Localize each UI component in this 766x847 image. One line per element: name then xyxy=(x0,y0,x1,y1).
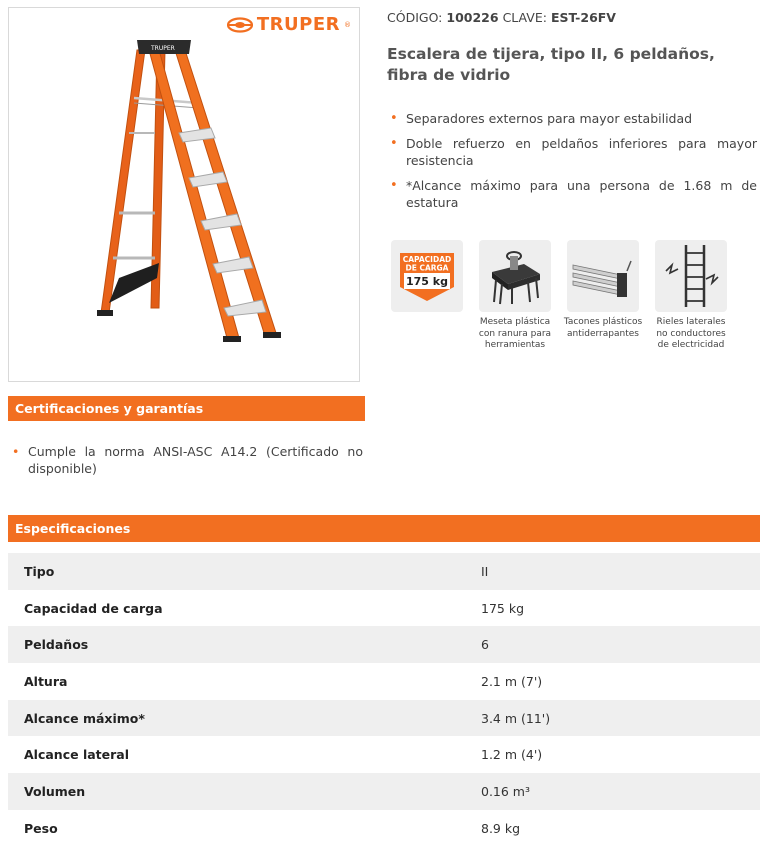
product-code-line xyxy=(387,10,616,25)
badge-line1: CAPACIDAD xyxy=(402,255,452,264)
brand-name: TRUPER xyxy=(256,14,340,35)
table-row xyxy=(8,700,760,737)
certifications-heading: Certificaciones y garantías xyxy=(8,396,365,421)
feature-list xyxy=(387,110,757,219)
spec-label: Tipo xyxy=(8,553,481,590)
badge-load-capacity xyxy=(390,240,464,352)
code-label: CÓDIGO: xyxy=(387,10,443,25)
product-code: 100226 xyxy=(446,10,499,25)
badge-caption: Rieles laterales no conductores de electricidad xyxy=(656,317,726,350)
spec-label: Alcance máximo* xyxy=(8,700,481,737)
spec-value: 8.9 kg xyxy=(481,820,521,836)
truper-logo xyxy=(227,14,351,35)
badge-caption: Tacones plásticos antiderrapantes xyxy=(563,317,643,339)
load-capacity-badge-icon xyxy=(391,240,463,312)
spec-value: 2.1 m (7') xyxy=(481,673,543,689)
badge-tool-tray xyxy=(478,240,552,352)
ladder-illustration xyxy=(89,38,289,382)
table-row xyxy=(8,626,760,663)
table-row xyxy=(8,810,760,847)
spec-label: Alcance lateral xyxy=(24,747,129,763)
feature-badges xyxy=(390,240,728,352)
spec-value: 175 kg xyxy=(481,600,525,616)
feature-item: • Doble refuerzo en peldaños inferiores para mayor resistencia xyxy=(387,135,757,169)
spec-label: Volumen xyxy=(8,773,481,810)
feature-item: • Separadores externos para mayor estabilidad xyxy=(387,110,757,127)
spec-value: 1.2 m (4') xyxy=(481,747,543,763)
product-title: Escalera de tijera, tipo II, 6 peldaños, fibra de vidrio xyxy=(387,45,715,84)
specifications-table xyxy=(8,553,760,847)
spec-value: 0.16 m³ xyxy=(481,773,760,810)
table-row xyxy=(8,773,760,810)
badge-line2: DE CARGA xyxy=(405,263,449,273)
spec-label: Peldaños xyxy=(8,626,481,663)
table-row xyxy=(8,663,760,700)
table-row xyxy=(8,736,760,773)
spec-value: 3.4 m (11') xyxy=(481,700,760,737)
spec-value: II xyxy=(481,553,760,590)
feature-item: • *Alcance máximo para una persona de 1.68 m de estatura xyxy=(387,177,757,211)
badge-non-conductive xyxy=(654,240,728,352)
certifications-list xyxy=(8,443,363,477)
brand-reg: ® xyxy=(344,20,351,29)
table-row xyxy=(8,590,760,627)
spec-label: Peso xyxy=(24,820,58,836)
badge-value: 175 kg xyxy=(406,275,448,288)
svg-text:TRUPER: TRUPER xyxy=(151,45,175,52)
tool-tray-icon xyxy=(479,240,551,312)
spec-value: 6 xyxy=(481,626,760,663)
key-label: CLAVE: xyxy=(502,10,547,25)
specifications-heading: Especificaciones xyxy=(8,515,760,542)
truper-mark-icon xyxy=(227,17,253,33)
badge-anti-slip xyxy=(563,240,643,352)
badge-caption: Meseta plástica con ranura para herramientas xyxy=(478,317,552,350)
table-row xyxy=(8,553,760,590)
product-key: EST-26FV xyxy=(550,10,616,25)
anti-slip-feet-icon xyxy=(567,240,639,312)
spec-label: Altura xyxy=(24,673,68,689)
certification-item: • Cumple la norma ANSI-ASC A14.2 (Certificado no disponible) xyxy=(8,443,363,477)
non-conductive-rails-icon xyxy=(655,240,727,312)
spec-label: Capacidad de carga xyxy=(24,600,163,616)
product-image xyxy=(8,7,360,382)
